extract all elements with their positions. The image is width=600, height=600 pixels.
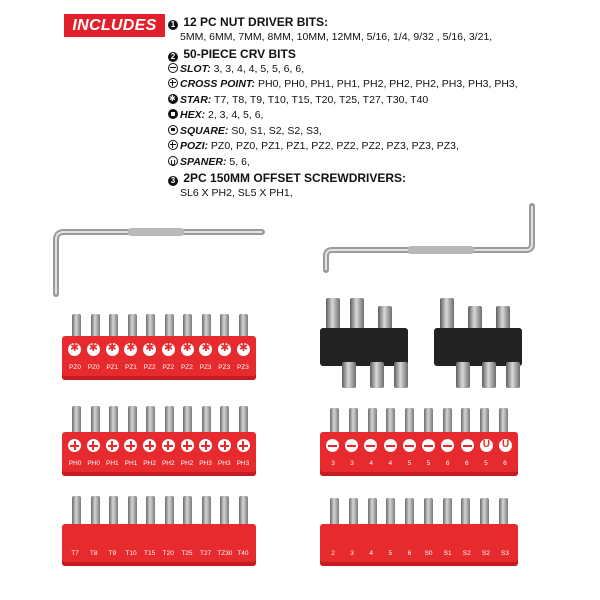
slot-size-label: 3	[350, 460, 354, 467]
star-line	[168, 93, 593, 109]
offset-screwdriver-right	[318, 200, 548, 280]
slot-label: SLOT:	[180, 62, 211, 75]
cross-point-icon	[168, 78, 178, 88]
hex-square-label: S1	[443, 550, 452, 557]
torx-label: T7	[71, 550, 79, 557]
pozi-label: PZ1	[106, 364, 119, 371]
phillips-label: PH0	[87, 460, 100, 467]
slot-size-label: 5	[484, 460, 488, 467]
slot-icon	[168, 63, 178, 73]
slot-size-label: 6	[445, 460, 450, 467]
pozi-label: PZ3	[199, 364, 212, 371]
cross-point-line	[168, 77, 593, 93]
phillips-label: PH3	[236, 460, 250, 467]
torx-label: T40	[237, 550, 249, 557]
pozi-label: PZ0	[87, 364, 100, 371]
spanner-values: 5, 6,	[226, 155, 250, 168]
hex-label: HEX:	[180, 109, 206, 121]
square-values: S0, S1, S2, S2, S3,	[228, 124, 322, 137]
phillips-label: PH1	[124, 460, 138, 467]
slot-bit-holder	[320, 432, 518, 476]
slot-size-label: 6	[464, 460, 469, 467]
pozi-label: PZ2	[143, 364, 156, 371]
slot-size-label: 5	[407, 460, 412, 467]
slot-size-label: 6	[503, 460, 507, 467]
torx-label: T10	[125, 550, 137, 557]
slot-size-label: 5	[426, 460, 431, 467]
phillips-label: PH3	[199, 460, 212, 467]
torx-label: T9	[108, 550, 117, 557]
pozi-label: PZ2	[162, 364, 175, 371]
phillips-bit-holder	[62, 432, 256, 476]
section-1-sizes: 5MM, 6MM, 7MM, 8MM, 10MM, 12MM, 5/16, 1/4, 9/32 , 5/16, 3/21,	[180, 31, 493, 43]
square-label: SQUARE:	[180, 124, 229, 137]
torx-bit-holder	[62, 524, 256, 566]
torx-label: T27	[199, 550, 212, 557]
pozi-values: PZ0, PZ0, PZ1, PZ1, PZ2, PZ2, PZ2, PZ3, PZ3, PZ3,	[208, 140, 459, 152]
slot-size-label: 4	[388, 460, 393, 467]
hex-icon	[168, 109, 178, 119]
slot-size-label: 3	[331, 460, 335, 467]
pozi-label: POZI:	[180, 140, 208, 152]
torx-label: T8	[89, 550, 98, 557]
number-2-icon: 2	[168, 52, 178, 62]
phillips-bits	[72, 404, 248, 434]
star-values: T7, T8, T9, T10, T15, T20, T25, T27, T30, T40	[211, 93, 429, 106]
pozi-bits	[72, 312, 248, 338]
hex-square-label: S0	[424, 550, 433, 557]
hex-square-label: S2	[462, 550, 471, 557]
phillips-label: PH1	[105, 460, 119, 467]
pozi-bit-holder	[62, 336, 256, 380]
pozi-label: PZ1	[125, 364, 137, 371]
hex-square-label: 6	[407, 550, 412, 557]
section-2-title: 50-PIECE CRV BITS	[183, 46, 296, 61]
spanner-label: SPANER:	[180, 155, 227, 168]
hex-square-bits	[330, 494, 508, 526]
star-icon	[168, 94, 178, 104]
pozi-line	[168, 139, 593, 155]
cross-point-values: PH0, PH0, PH1, PH1, PH2, PH2, PH2, PH3, PH3, PH3,	[255, 78, 518, 90]
section-1-title: 12 PC NUT DRIVER BITS:	[183, 15, 329, 29]
phillips-label: PH0	[68, 460, 82, 467]
slot-bits	[330, 404, 508, 434]
square-icon	[168, 125, 178, 135]
torx-label: TZ30	[217, 550, 233, 557]
slot-line	[168, 62, 593, 78]
torx-bits	[72, 494, 248, 526]
hex-square-label: S2	[481, 550, 490, 557]
cross-point-label: CROSS POINT:	[180, 78, 256, 90]
phillips-label: PH2	[180, 460, 194, 467]
pozi-label: PZ3	[236, 364, 249, 371]
star-label: STAR:	[180, 93, 212, 106]
hex-square-label: 5	[388, 550, 393, 557]
pozi-label: PZ0	[69, 364, 81, 371]
section-3-heading	[168, 170, 593, 186]
number-3-icon: 3	[168, 176, 178, 186]
phillips-label: PH3	[217, 460, 231, 467]
spanner-icon	[168, 156, 178, 166]
hex-square-label: 2	[331, 550, 335, 557]
torx-label: T25	[181, 550, 193, 557]
phillips-label: PH2	[161, 460, 175, 467]
phillips-label: PH2	[143, 460, 156, 467]
pozi-icon	[168, 140, 178, 150]
slot-size-label: 4	[369, 460, 374, 467]
spanner-line	[168, 155, 593, 171]
includes-badge: INCLUDES	[64, 14, 165, 37]
pozi-label: PZ2	[180, 364, 193, 371]
hex-square-label: 3	[350, 550, 354, 557]
number-1-icon: 1	[168, 20, 178, 30]
hex-values: 2, 3, 4, 5, 6,	[205, 109, 264, 121]
includes-list	[168, 14, 593, 202]
section-3-title: 2PC 150MM OFFSET SCREWDRIVERS:	[183, 171, 407, 185]
hex-line	[168, 108, 593, 124]
square-line	[168, 124, 593, 140]
section-2-heading	[168, 46, 593, 62]
torx-label: T15	[144, 550, 156, 557]
pozi-label: PZ3	[218, 364, 231, 371]
section-3-sizes: SL6 X PH2, SL5 X PH1,	[180, 187, 293, 199]
torx-label: T20	[162, 550, 174, 557]
slot-values: 3, 3, 4, 4, 5, 5, 6, 6,	[210, 62, 305, 75]
section-1-heading	[168, 14, 593, 30]
hex-square-label: S3	[501, 550, 509, 557]
offset-screwdriver-left	[40, 222, 270, 302]
hex-square-label: 4	[369, 550, 374, 557]
hex-square-bit-holder	[320, 524, 518, 566]
